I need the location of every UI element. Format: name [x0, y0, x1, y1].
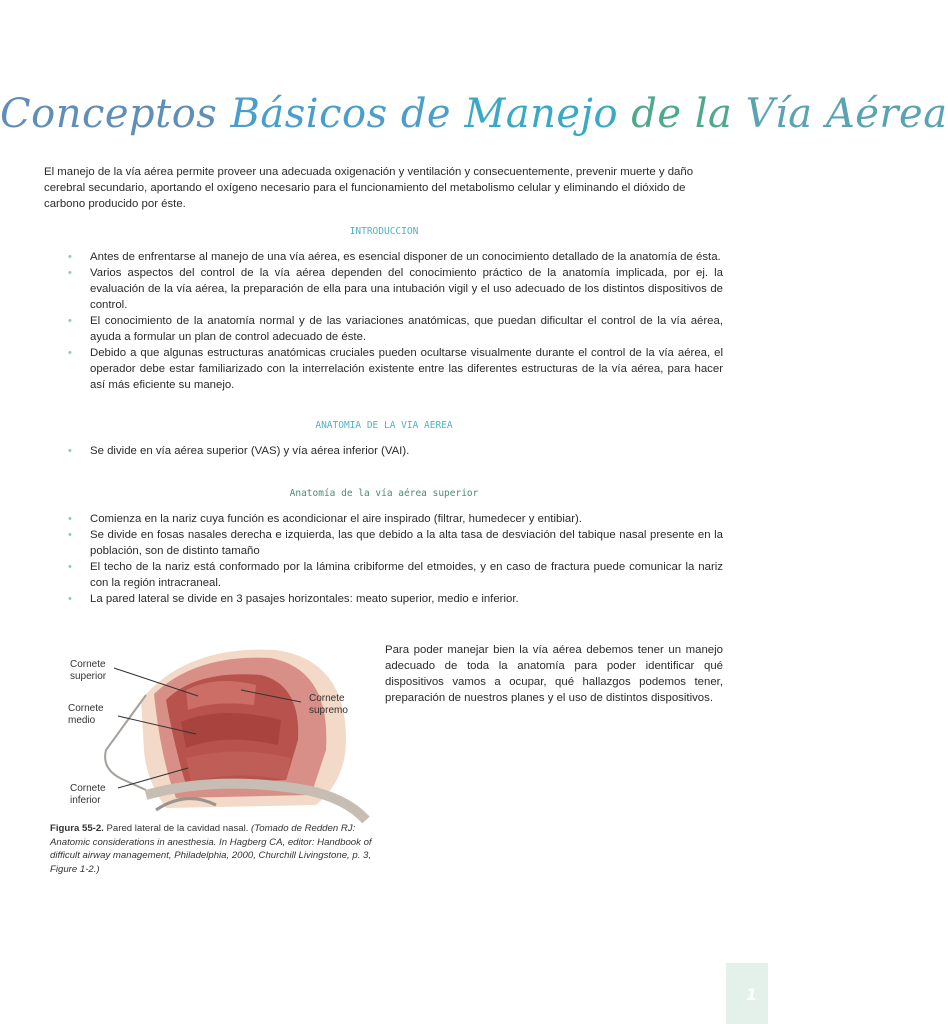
list-item — [68, 313, 723, 345]
heading-introduccion: INTRODUCCION — [349, 226, 419, 237]
superior-list — [68, 511, 723, 607]
list-item-text: El conocimiento de la anatomía normal y de las variaciones anatómicas, que puedan dificultar el control de la vía aérea, ayuda a formular un plan de control adecuado de éste. — [90, 315, 723, 343]
title-part-3: Manejo — [464, 91, 632, 137]
page-title — [0, 88, 948, 140]
list-item — [68, 249, 723, 265]
caption-source: (Tomado de Redden RJ: Anatomic considerations in anesthesia. In Hagberg CA, editor: Handbook of difficult airway management, Philadelphia, 2000, Churchill Livingstone, p. 3, Figure 1-2.) — [50, 823, 372, 875]
bullet-icon: • — [68, 315, 72, 327]
title-part-2: Básicos de — [230, 91, 465, 137]
list-item — [68, 345, 723, 393]
bullet-icon: • — [68, 513, 72, 525]
label-cornete-inferior: Cornete inferior — [70, 783, 106, 806]
label-cornete-supremo: Cornete supremo — [309, 693, 348, 716]
title-part-5: Vía Aérea — [745, 91, 948, 137]
page-number: 1 — [746, 985, 758, 1004]
title-part-4: de la — [631, 91, 746, 137]
list-item — [68, 527, 723, 559]
list-item — [68, 591, 723, 607]
heading-anatomia: ANATOMIA DE LA VIA AEREA — [315, 420, 453, 431]
list-item-text: Se divide en vía aérea superior (VAS) y vía aérea inferior (VAI). — [90, 445, 410, 457]
heading-superior: Anatomía de la vía aérea superior — [289, 488, 479, 499]
side-paragraph: Para poder manejar bien la vía aérea debemos tener un manejo adecuado de toda la anatomía para poder identificar qué dispositivos vamos a ocupar, qué hallazgos podemos tener, preparación de nuestros planes y el uso de distintos dispositivos. — [385, 644, 723, 704]
label-cornete-medio: Cornete medio — [68, 703, 104, 726]
list-item — [68, 559, 723, 591]
figure-caption — [50, 822, 380, 876]
label-cornete-superior: Cornete superior — [70, 659, 107, 682]
list-item-text: El techo de la nariz está conformado por la lámina cribiforme del etmoides, y en caso de fractura puede comunicar la nariz con la región intracraneal. — [90, 561, 723, 589]
list-item — [68, 511, 723, 527]
introduccion-list — [68, 249, 723, 393]
list-item-text: Varios aspectos del control de la vía aérea dependen del conocimiento práctico de la anatomía implicada, por ej. la evaluación de la vía aérea, la preparación de ella para una intubación vigil y el uso adecuado de los distintos dispositivos de control. — [90, 267, 723, 311]
list-item-text: La pared lateral se divide en 3 pasajes horizontales: meato superior, medio e inferior. — [90, 593, 519, 605]
intro-paragraph: El manejo de la vía aérea permite proveer una adecuada oxigenación y ventilación y consecuentemente, prevenir muerte y daño cerebral secundario, aportando el oxígeno necesario para el funcionamiento del metabolismo celular y eliminando el dióxido de carbono producido por éste. — [44, 166, 694, 210]
list-item-text: Comienza en la nariz cuya función es acondicionar el aire inspirado (filtrar, humedecer y entibiar). — [90, 513, 582, 525]
caption-title: Pared lateral de la cavidad nasal. — [103, 823, 249, 834]
list-item — [68, 265, 723, 313]
list-item-text: Se divide en fosas nasales derecha e izquierda, las que debido a la alta tasa de desviación del tabique nasal presente en la población, son de distinto tamaño — [90, 529, 723, 557]
bullet-icon: • — [68, 445, 72, 457]
bullet-icon: • — [68, 347, 72, 359]
bullet-icon: • — [68, 561, 72, 573]
list-item-text: Antes de enfrentarse al manejo de una vía aérea, es esencial disponer de un conocimiento detallado de la anatomía de ésta. — [90, 251, 721, 263]
caption-label: Figura 55-2. — [50, 823, 104, 834]
list-item-text: Debido a que algunas estructuras anatómicas cruciales pueden ocultarse visualmente durante el control de la vía aérea, el operador debe estar familiarizado con la interrelación existente entre las diferentes estructuras de la vía aérea, para hacer así más eficiente su manejo. — [90, 347, 723, 391]
bullet-icon: • — [68, 529, 72, 541]
list-item — [68, 443, 723, 459]
bullet-icon: • — [68, 593, 72, 605]
title-part-1: Conceptos — [0, 91, 231, 137]
anatomia-list — [68, 443, 723, 459]
bullet-icon: • — [68, 251, 72, 263]
bullet-icon: • — [68, 267, 72, 279]
